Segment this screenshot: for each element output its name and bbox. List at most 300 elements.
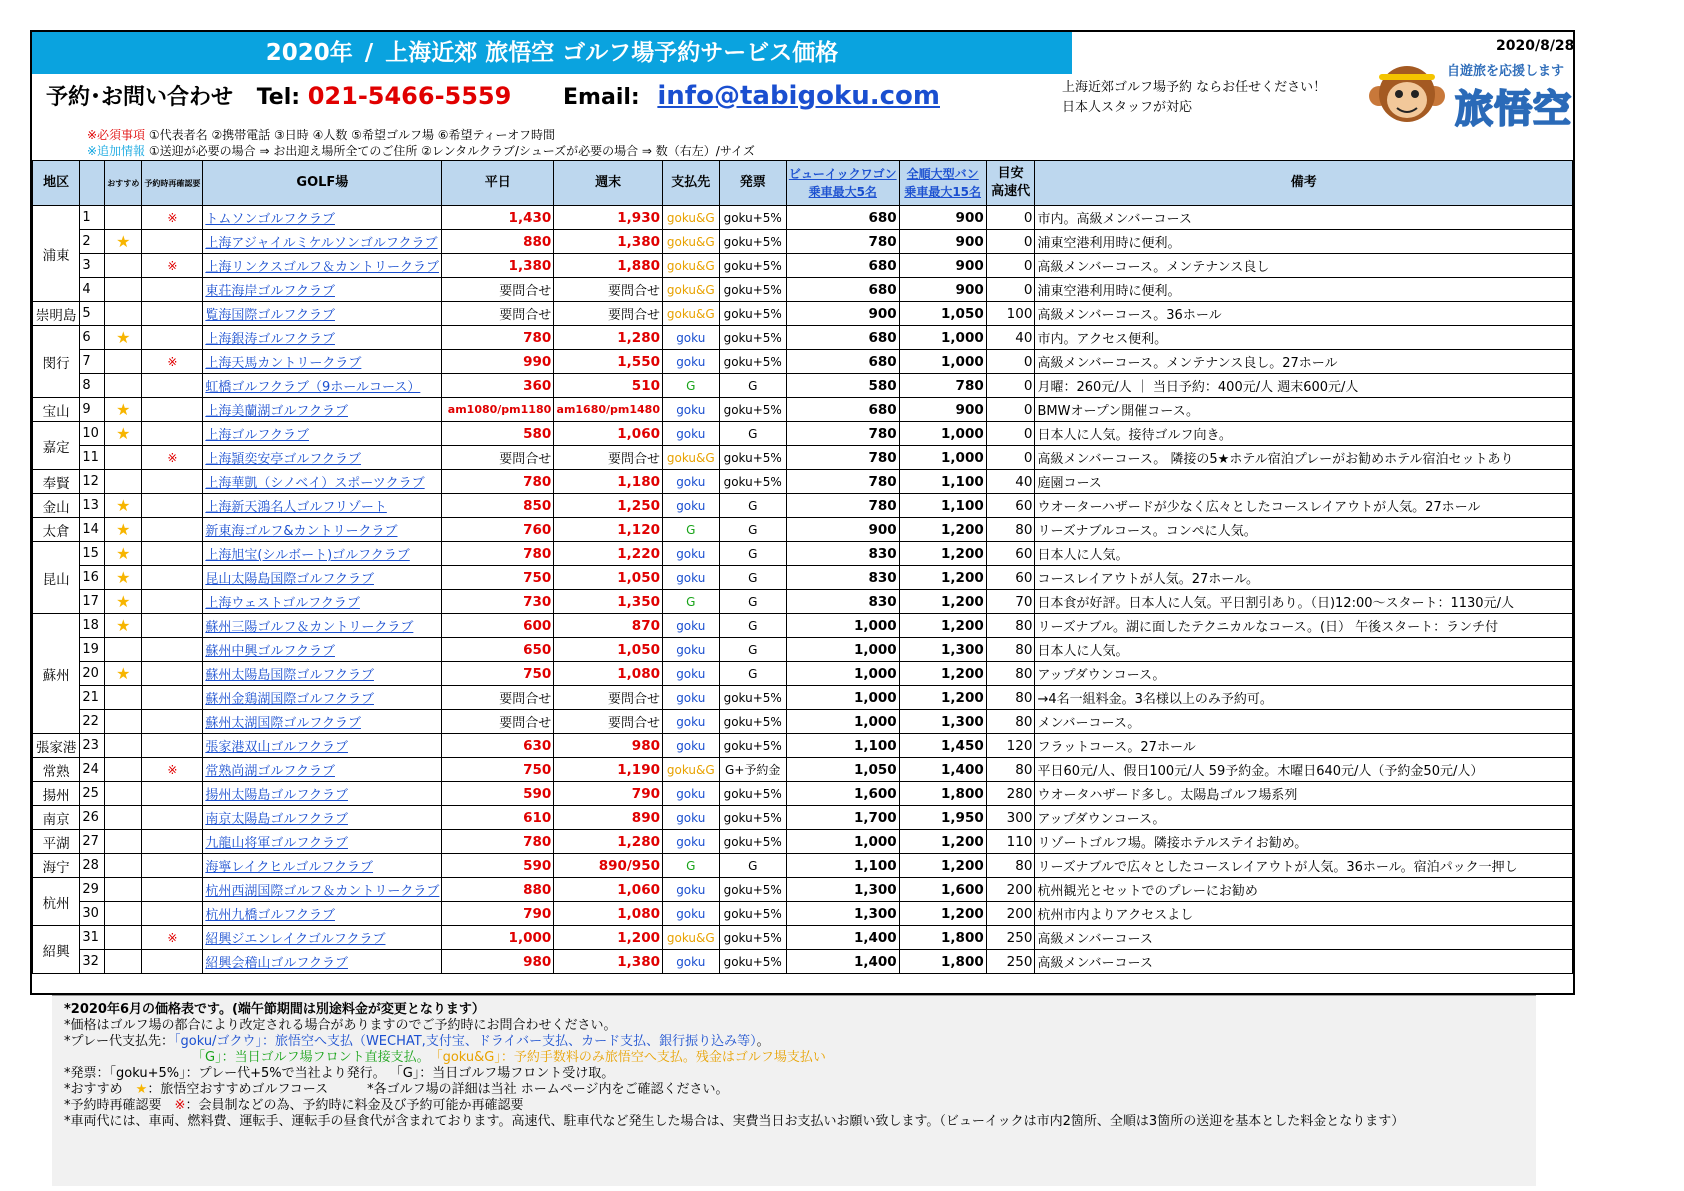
van-price: 1,100 — [786, 734, 899, 758]
table-row — [33, 278, 1573, 302]
course-link[interactable]: 杭州九橋ゴルフクラブ — [203, 902, 442, 926]
invoice-cell: goku+5% — [719, 350, 786, 374]
invoice-cell: goku+5% — [719, 230, 786, 254]
van-price: 580 — [786, 374, 899, 398]
note-recommend-label: *おすすめ — [64, 1082, 123, 1097]
payment-cell: goku — [662, 710, 719, 734]
invoice-cell: goku+5% — [719, 902, 786, 926]
payment-cell: goku — [662, 806, 719, 830]
table-row — [33, 830, 1573, 854]
recommend-star-icon — [105, 734, 142, 758]
region-cell: 金山 — [33, 494, 80, 518]
reconfirm-mark-icon — [142, 230, 203, 254]
weekend-price: 要問合せ — [554, 302, 663, 326]
van-price: 1,300 — [786, 902, 899, 926]
bus-price: 1,600 — [899, 878, 986, 902]
remark-cell: 杭州観光とセットでのプレーにお勧め — [1035, 878, 1573, 902]
price-sheet — [30, 30, 1575, 995]
table-row — [33, 542, 1573, 566]
weekday-price: 850 — [442, 494, 554, 518]
weekend-price: 1,060 — [554, 878, 663, 902]
course-link[interactable]: 上海アジャイルミケルソンゴルフクラブ — [203, 230, 442, 254]
payment-cell: goku — [662, 950, 719, 974]
toll-cell: 0 — [986, 446, 1035, 470]
col-weekday: 平日 — [442, 161, 554, 206]
invoice-cell: goku+5% — [719, 710, 786, 734]
reconfirm-mark-icon — [142, 806, 203, 830]
weekday-price: 780 — [442, 830, 554, 854]
van-price: 1,000 — [786, 830, 899, 854]
remark-cell: 日本人に人気。 — [1035, 542, 1573, 566]
payment-cell: goku&G — [662, 926, 719, 950]
payment-cell: goku — [662, 494, 719, 518]
van-price: 780 — [786, 446, 899, 470]
recommend-star-icon: ★ — [105, 662, 142, 686]
course-link[interactable]: 揚州太陽島ゴルフクラブ — [203, 782, 442, 806]
row-number: 2 — [80, 230, 105, 254]
bus-price: 1,000 — [899, 446, 986, 470]
weekday-price: 760 — [442, 518, 554, 542]
col-van[interactable] — [786, 161, 899, 206]
bus-price: 900 — [899, 206, 986, 230]
weekend-price: 1,080 — [554, 902, 663, 926]
table-row — [33, 854, 1573, 878]
course-link[interactable]: 虹橋ゴルフクラブ（9ホールコース） — [203, 374, 442, 398]
reconfirm-mark-icon — [142, 374, 203, 398]
monkey-icon — [1367, 56, 1447, 130]
recommend-star-icon — [105, 470, 142, 494]
required-label: ※必須事項 — [87, 128, 146, 142]
weekday-price: 780 — [442, 470, 554, 494]
reconfirm-mark-icon — [142, 782, 203, 806]
table-row — [33, 206, 1573, 230]
course-link[interactable]: 蘇州三陽ゴルフ＆カントリークラブ — [203, 614, 442, 638]
col-invoice: 発票 — [719, 161, 786, 206]
title-year: 2020年 — [265, 40, 353, 66]
toll-cell: 70 — [986, 590, 1035, 614]
weekend-price: 1,180 — [554, 470, 663, 494]
weekday-price: 360 — [442, 374, 554, 398]
table-row — [33, 686, 1573, 710]
toll-cell: 0 — [986, 230, 1035, 254]
reconfirm-mark-icon — [142, 542, 203, 566]
invoice-cell: goku+5% — [719, 278, 786, 302]
invoice-cell: G — [719, 566, 786, 590]
course-link[interactable]: 上海銀涛ゴルフクラブ — [203, 326, 442, 350]
recommend-star-icon — [105, 902, 142, 926]
toll-cell: 60 — [986, 494, 1035, 518]
reconfirm-mark-icon — [142, 902, 203, 926]
van-price: 830 — [786, 542, 899, 566]
table-row — [33, 302, 1573, 326]
bus-price: 1,200 — [899, 518, 986, 542]
course-link[interactable]: 上海天馬カントリークラブ — [203, 350, 442, 374]
van-price: 900 — [786, 518, 899, 542]
recommend-star-icon: ★ — [105, 518, 142, 542]
row-number: 16 — [80, 566, 105, 590]
remark-cell: 市内。アクセス便利。 — [1035, 326, 1573, 350]
recommend-star-icon — [105, 374, 142, 398]
remark-cell: 高級メンバーコース。 隣接の5★ホテル宿泊プレーがお勧めホテル宿泊セットあり — [1035, 446, 1573, 470]
reconfirm-mark-icon — [142, 494, 203, 518]
email-link[interactable]: info@tabigoku.com — [657, 81, 940, 111]
contact-label: 予約･お問い合わせ — [46, 85, 234, 110]
additional-label: ※追加情報 — [87, 144, 146, 158]
reconfirm-mark-icon — [142, 830, 203, 854]
remark-cell: 高級メンバーコース。メンテナンス良し — [1035, 254, 1573, 278]
weekend-price: 1,880 — [554, 254, 663, 278]
weekday-price: 780 — [442, 542, 554, 566]
col-payment: 支払先 — [662, 161, 719, 206]
course-link[interactable]: 蘇州太湖国際ゴルフクラブ — [203, 710, 442, 734]
toll-cell: 80 — [986, 686, 1035, 710]
row-number: 17 — [80, 590, 105, 614]
payment-cell: goku — [662, 422, 719, 446]
course-link[interactable]: 蘇州太陽島国際ゴルフクラブ — [203, 662, 442, 686]
recommend-star-icon: ★ — [105, 566, 142, 590]
course-link[interactable]: 新東海ゴルフ&カントリークラブ — [203, 518, 442, 542]
remark-cell: 浦東空港利用時に便利。 — [1035, 230, 1573, 254]
required-items: ①代表者名 ②携帯電話 ③日時 ④人数 ⑤希望ゴルフ場 ⑥希望ティーオフ時間 — [148, 128, 555, 142]
reconfirm-mark-icon — [142, 590, 203, 614]
footnotes — [52, 995, 1536, 1186]
invoice-cell: G — [719, 542, 786, 566]
recommend-star-icon — [105, 854, 142, 878]
contact-line — [46, 80, 940, 111]
remark-cell: リーズナブルで広々としたコースレイアウトが人気。36ホール。宿泊パック一押し — [1035, 854, 1573, 878]
payment-cell: goku — [662, 638, 719, 662]
tagline-2: 日本人スタッフが対応 — [1062, 100, 1193, 115]
toll-cell: 80 — [986, 758, 1035, 782]
weekday-price: 880 — [442, 878, 554, 902]
van-price: 1,050 — [786, 758, 899, 782]
course-link[interactable]: 東荘海岸ゴルフクラブ — [203, 278, 442, 302]
weekend-price: 1,380 — [554, 230, 663, 254]
recommend-star-icon — [105, 782, 142, 806]
row-number: 19 — [80, 638, 105, 662]
van-price: 1,600 — [786, 782, 899, 806]
payment-cell: G — [662, 374, 719, 398]
row-number: 14 — [80, 518, 105, 542]
title-slash: / — [364, 40, 374, 66]
remark-cell: 高級メンバーコース — [1035, 950, 1573, 974]
reconfirm-mark-icon: ※ — [142, 446, 203, 470]
course-link[interactable]: 上海華凱（シノベイ）スポーツクラブ — [203, 470, 442, 494]
course-link[interactable]: 上海旭宝(シルボート)ゴルフクラブ — [203, 542, 442, 566]
weekend-price: 要問合せ — [554, 686, 663, 710]
payment-cell: goku — [662, 398, 719, 422]
van-price: 680 — [786, 398, 899, 422]
remark-cell: 月曜：260元/人 ｜ 当日予約：400元/人 週末600元/人 — [1035, 374, 1573, 398]
weekend-price: 要問合せ — [554, 446, 663, 470]
toll-cell: 120 — [986, 734, 1035, 758]
weekend-price: 1,250 — [554, 494, 663, 518]
recommend-star-icon: ★ — [105, 422, 142, 446]
note-invoice: *発票：「goku+5%」：プレー代+5%で当社より発行。 「G」：当日ゴルフ場フロント受け取。 — [64, 1066, 615, 1081]
payment-cell: goku&G — [662, 254, 719, 278]
table-row — [33, 254, 1573, 278]
toll-cell: 110 — [986, 830, 1035, 854]
region-cell: 平湖 — [33, 830, 80, 854]
van-price: 1,400 — [786, 926, 899, 950]
weekday-price: 780 — [442, 326, 554, 350]
weekday-price: 600 — [442, 614, 554, 638]
recommend-star-icon: ★ — [105, 494, 142, 518]
table-row — [33, 350, 1573, 374]
table-row — [33, 758, 1573, 782]
invoice-cell: goku+5% — [719, 830, 786, 854]
course-link[interactable]: 覧海国際ゴルフクラブ — [203, 302, 442, 326]
reconfirm-mark-icon — [142, 566, 203, 590]
bus-price: 900 — [899, 398, 986, 422]
course-link[interactable]: 上海新天鴻名人ゴルフリゾート — [203, 494, 442, 518]
payment-cell: goku — [662, 470, 719, 494]
payment-cell: goku&G — [662, 230, 719, 254]
toll-cell: 0 — [986, 350, 1035, 374]
reconfirm-mark-icon — [142, 278, 203, 302]
reconfirm-mark-icon — [142, 638, 203, 662]
bus-price: 1,800 — [899, 926, 986, 950]
weekday-price: 630 — [442, 734, 554, 758]
payment-cell: G — [662, 518, 719, 542]
row-number: 25 — [80, 782, 105, 806]
weekend-price: 1,350 — [554, 590, 663, 614]
region-cell: 嘉定 — [33, 422, 80, 470]
weekend-price: am1680/pm1480 — [554, 398, 663, 422]
note-payment-gokug: 「goku&G」：予約手数料のみ旅悟空へ支払。残金はゴルフ場支払い — [436, 1050, 826, 1065]
bus-price: 1,050 — [899, 302, 986, 326]
note-reconfirm-label: *予約時再確認要 — [64, 1098, 162, 1113]
reconfirm-mark-icon — [142, 686, 203, 710]
weekend-price: 510 — [554, 374, 663, 398]
course-link[interactable]: トムソンゴルフクラブ — [203, 206, 442, 230]
bus-price: 1,450 — [899, 734, 986, 758]
remark-cell: →4名一組料金。3名様以上のみ予約可。 — [1035, 686, 1573, 710]
toll-cell: 80 — [986, 854, 1035, 878]
weekday-price: 1,000 — [442, 926, 554, 950]
invoice-cell: goku+5% — [719, 950, 786, 974]
recommend-star-icon — [105, 926, 142, 950]
weekend-price: 1,550 — [554, 350, 663, 374]
course-link[interactable]: 紹興会稽山ゴルフクラブ — [203, 950, 442, 974]
course-link[interactable]: 蘇州中興ゴルフクラブ — [203, 638, 442, 662]
note-reconfirm-text: ：会員制などの為、予約時に料金及び予約可能か再確認要 — [185, 1098, 524, 1113]
toll-cell: 80 — [986, 518, 1035, 542]
weekend-price: 要問合せ — [554, 710, 663, 734]
course-link[interactable]: 九龍山将軍ゴルフクラブ — [203, 830, 442, 854]
row-number: 20 — [80, 662, 105, 686]
brand-logo — [1367, 56, 1587, 134]
weekend-price: 1,190 — [554, 758, 663, 782]
toll-cell: 280 — [986, 782, 1035, 806]
tel-number[interactable]: 021-5466-5559 — [307, 82, 512, 110]
bus-price: 1,400 — [899, 758, 986, 782]
bus-price: 1,100 — [899, 494, 986, 518]
additional-info — [87, 142, 755, 159]
van-price: 1,000 — [786, 614, 899, 638]
toll-cell: 0 — [986, 398, 1035, 422]
toll-cell: 0 — [986, 278, 1035, 302]
van-price: 1,700 — [786, 806, 899, 830]
region-cell: 昆山 — [33, 542, 80, 614]
course-link[interactable]: 上海リンクスゴルフ＆カントリークラブ — [203, 254, 442, 278]
reconfirm-mark-icon — [142, 878, 203, 902]
email-label: Email: — [563, 85, 640, 110]
course-link[interactable]: 上海ゴルフクラブ — [203, 422, 442, 446]
toll-cell: 250 — [986, 926, 1035, 950]
row-number: 27 — [80, 830, 105, 854]
weekday-price: 590 — [442, 782, 554, 806]
van-price: 680 — [786, 206, 899, 230]
reconfirm-mark-icon — [142, 662, 203, 686]
recommend-star-icon — [105, 758, 142, 782]
weekday-price: 980 — [442, 950, 554, 974]
payment-cell: goku — [662, 734, 719, 758]
note-payment-label: *プレー代支払先： — [64, 1034, 174, 1049]
course-link[interactable]: 昆山太陽島国際ゴルフクラブ — [203, 566, 442, 590]
row-number: 4 — [80, 278, 105, 302]
reconfirm-mark-icon: ※ — [142, 350, 203, 374]
weekend-price: 1,080 — [554, 662, 663, 686]
invoice-cell: goku+5% — [719, 254, 786, 278]
weekday-price: 610 — [442, 806, 554, 830]
remark-cell: 日本食が好評。日本人に人気。平日割引あり。（日)12:00～スタート：1130元/人 — [1035, 590, 1573, 614]
bus-price: 1,800 — [899, 782, 986, 806]
payment-cell: goku — [662, 326, 719, 350]
region-cell: 海宁 — [33, 854, 80, 878]
recommend-star-icon — [105, 278, 142, 302]
remark-cell: 高級メンバーコース — [1035, 926, 1573, 950]
remark-cell: 日本人に人気。 — [1035, 638, 1573, 662]
col-toll — [986, 161, 1035, 206]
van-price: 780 — [786, 230, 899, 254]
note-payment-g: 「G」：当日ゴルフ場フロント直接支払。 — [192, 1050, 424, 1065]
table-row — [33, 326, 1573, 350]
bus-price: 900 — [899, 278, 986, 302]
course-link[interactable]: 常熟尚湖ゴルフクラブ — [203, 758, 442, 782]
recommend-star-icon — [105, 710, 142, 734]
row-number: 11 — [80, 446, 105, 470]
invoice-cell: G — [719, 422, 786, 446]
toll-cell: 80 — [986, 614, 1035, 638]
reconfirm-mark-icon — [142, 518, 203, 542]
toll-cell: 40 — [986, 326, 1035, 350]
course-link[interactable]: 上海美蘭湖ゴルフクラブ — [203, 398, 442, 422]
page-title: 上海近郊 旅悟空 ゴルフ場予約サービス価格 — [385, 40, 839, 66]
region-cell: 常熟 — [33, 758, 80, 782]
region-cell: 崇明島 — [33, 302, 80, 326]
course-link[interactable]: 紹興ジエンレイクゴルフクラブ — [203, 926, 442, 950]
course-link[interactable]: 杭州西湖国際ゴルフ＆カントリークラブ — [203, 878, 442, 902]
van-price: 780 — [786, 422, 899, 446]
weekend-price: 790 — [554, 782, 663, 806]
bus-price: 900 — [899, 254, 986, 278]
course-link[interactable]: 張家港双山ゴルフクラブ — [203, 734, 442, 758]
payment-cell: goku&G — [662, 206, 719, 230]
toll-cell: 60 — [986, 566, 1035, 590]
tel-label: Tel: — [256, 85, 301, 110]
region-cell: 南京 — [33, 806, 80, 830]
course-link[interactable]: 海寧レイクヒルゴルフクラブ — [203, 854, 442, 878]
weekend-price: 1,050 — [554, 638, 663, 662]
col-bus[interactable] — [899, 161, 986, 206]
col-van-line1: ビューイックワゴン — [788, 167, 897, 181]
toll-cell: 80 — [986, 662, 1035, 686]
course-link[interactable]: 上海頴奕安亭ゴルフクラブ — [203, 446, 442, 470]
date-label: 2020/8/28 — [1496, 38, 1575, 54]
weekday-price: 750 — [442, 758, 554, 782]
remark-cell: メンバーコース。 — [1035, 710, 1573, 734]
table-row — [33, 638, 1573, 662]
bus-price: 1,800 — [899, 950, 986, 974]
region-cell: 太倉 — [33, 518, 80, 542]
invoice-cell: goku+5% — [719, 686, 786, 710]
table-row — [33, 926, 1573, 950]
toll-cell: 0 — [986, 206, 1035, 230]
note-vehicle: *車両代には、車両、燃料費、運転手、運転手の昼食代が含まれております。高速代、駐車代など発生した場合は、実費当日お支払いお願い致します。（ビューイックは市内2箇所、全順は3箇所の送迎を基本とした料金となります） — [64, 1114, 1405, 1129]
bus-price: 1,100 — [899, 470, 986, 494]
toll-cell: 300 — [986, 806, 1035, 830]
row-number: 24 — [80, 758, 105, 782]
remark-cell: ウオーターハザードが少なく広々としたコースレイアウトが人気。27ホール — [1035, 494, 1573, 518]
course-link[interactable]: 蘇州金鶏湖国際ゴルフクラブ — [203, 686, 442, 710]
toll-cell: 0 — [986, 374, 1035, 398]
toll-cell: 200 — [986, 878, 1035, 902]
table-row — [33, 902, 1573, 926]
recommend-star-icon — [105, 254, 142, 278]
table-row — [33, 566, 1573, 590]
invoice-cell: G+予約金 — [719, 758, 786, 782]
bus-price: 1,200 — [899, 566, 986, 590]
weekend-price: 1,280 — [554, 830, 663, 854]
bus-price: 1,200 — [899, 686, 986, 710]
invoice-cell: goku+5% — [719, 398, 786, 422]
van-price: 780 — [786, 494, 899, 518]
col-toll-line2: 高速代 — [991, 184, 1031, 199]
table-row — [33, 446, 1573, 470]
course-link[interactable]: 南京太陽島ゴルフクラブ — [203, 806, 442, 830]
payment-cell: goku — [662, 614, 719, 638]
payment-cell: goku — [662, 902, 719, 926]
weekend-price: 890 — [554, 806, 663, 830]
table-row — [33, 734, 1573, 758]
col-toll-line1: 目安 — [997, 166, 1024, 181]
bus-price: 1,200 — [899, 902, 986, 926]
recommend-star-icon: ★ — [105, 230, 142, 254]
row-number: 21 — [80, 686, 105, 710]
recommend-star-icon — [105, 806, 142, 830]
course-link[interactable]: 上海ウェストゴルフクラブ — [203, 590, 442, 614]
weekend-price: 1,060 — [554, 422, 663, 446]
remark-cell: 浦東空港利用時に便利。 — [1035, 278, 1573, 302]
bus-price: 1,950 — [899, 806, 986, 830]
reconfirm-mark-icon: ※ — [142, 758, 203, 782]
row-number: 15 — [80, 542, 105, 566]
col-recommend: おすすめ — [105, 161, 142, 206]
weekday-price: 790 — [442, 902, 554, 926]
invoice-cell: goku+5% — [719, 878, 786, 902]
reconfirm-mark-icon — [142, 854, 203, 878]
weekday-price: 590 — [442, 854, 554, 878]
weekday-price: 要問合せ — [442, 686, 554, 710]
row-number: 30 — [80, 902, 105, 926]
recommend-star-icon — [105, 878, 142, 902]
recommend-star-icon — [105, 830, 142, 854]
table-row — [33, 518, 1573, 542]
weekend-price: 1,220 — [554, 542, 663, 566]
reconfirm-mark-icon — [142, 398, 203, 422]
weekday-price: 750 — [442, 566, 554, 590]
